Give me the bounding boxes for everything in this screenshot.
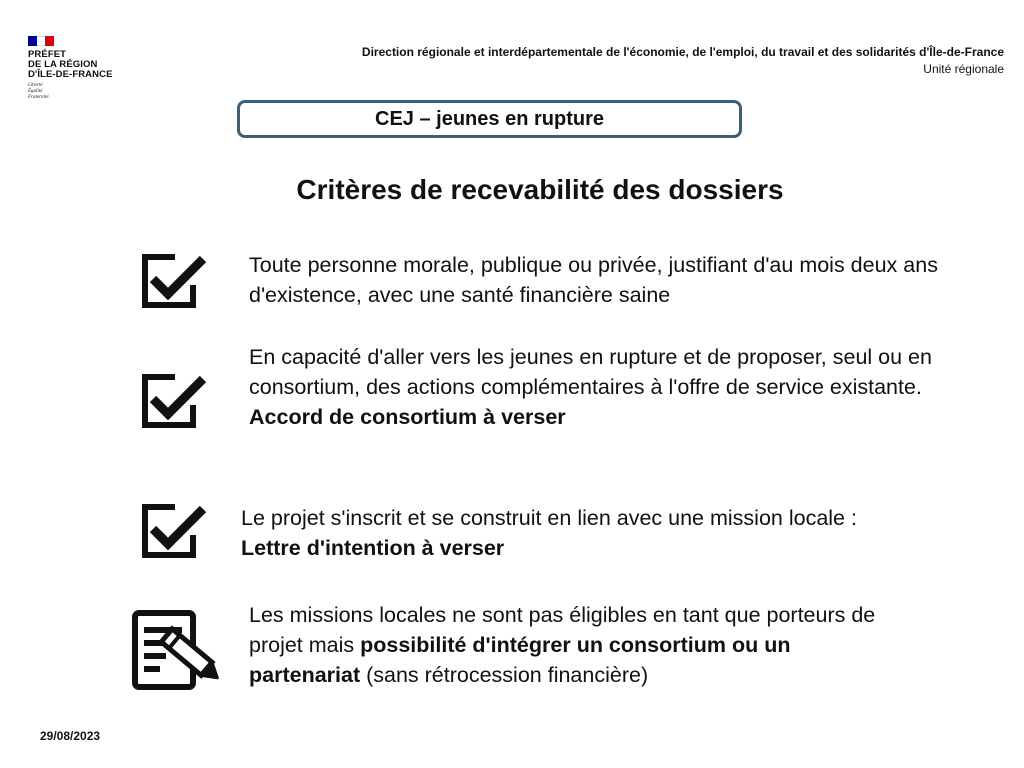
french-flag-icon <box>28 36 54 46</box>
criterion-2-text: En capacité d'aller vers les jeunes en rupture et de proposer, seul ou en consortium, des actions complémentaires à l'offre de service existante. <box>249 345 932 399</box>
criterion-4-text: Les missions locales ne sont pas éligibles en tant que porteurs de projet mais <box>249 603 876 657</box>
logo-line: DE LA RÉGION <box>28 59 98 70</box>
criterion-1-text: Toute personne morale, publique ou privée, justifiant d'au mois deux ans d'existence, avec une santé financière saine <box>249 253 938 307</box>
logo-line: PRÉFET <box>28 49 67 60</box>
page-title: Critères de recevabilité des dossiers <box>296 174 784 205</box>
checkbox-checked-icon <box>141 501 209 559</box>
criterion-text <box>241 503 921 563</box>
criterion-3-bold: Lettre d'intention à verser <box>241 536 505 560</box>
motto-line: Égalité <box>28 89 43 94</box>
criterion-text <box>249 600 889 690</box>
checkbox-checked-icon <box>141 251 209 309</box>
program-banner: CEJ – jeunes en rupture <box>237 100 742 138</box>
header <box>362 44 1004 78</box>
criterion-3-text: Le projet s'inscrit et se construit en lien avec une mission locale : <box>241 506 857 530</box>
logo-line: D'ÎLE-DE-FRANCE <box>28 69 113 80</box>
criterion-4-text-after: (sans rétrocession financière) <box>360 663 649 687</box>
logo-motto <box>28 83 128 101</box>
document-edit-icon <box>130 608 224 692</box>
criterion-2-bold: Accord de consortium à verser <box>249 405 566 429</box>
prefet-logo <box>28 36 128 101</box>
direction-title: Direction régionale et interdépartementale de l'économie, de l'emploi, du travail et des solidarités d'Île-de-France <box>361 45 1004 59</box>
criterion-4-bold: possibilité d'intégrer un consortium ou un partenariat <box>249 633 791 687</box>
checkbox-checked-icon <box>141 371 209 429</box>
criterion-text <box>249 342 949 432</box>
motto-line: Liberté <box>28 83 43 88</box>
criterion-text <box>249 250 949 310</box>
unit-label: Unité régionale <box>923 62 1004 76</box>
motto-line: Fraternité <box>28 95 49 100</box>
footer-date: 29/08/2023 <box>40 729 101 743</box>
